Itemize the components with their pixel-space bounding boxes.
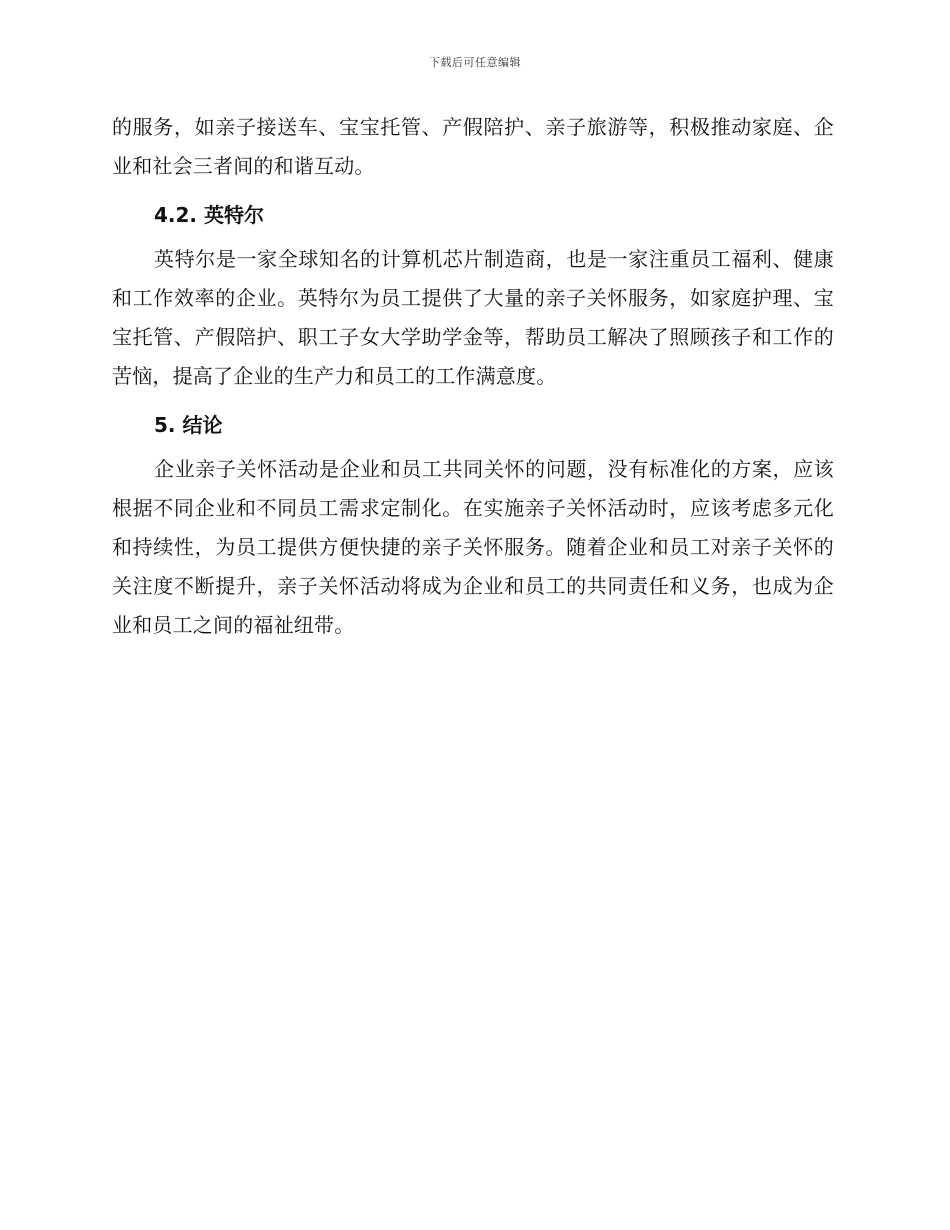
paragraph-continuation: 的服务，如亲子接送车、宝宝托管、产假陪护、亲子旅游等，积极推动家庭、企业和社会三者间的和谐互动。 [112, 115, 834, 178]
section-heading-intel: 4.2. 英特尔 [154, 203, 264, 227]
paragraph-intel: 英特尔是一家全球知名的计算机芯片制造商，也是一家注重员工福利、健康和工作效率的企业。英特尔为员工提供了大量的亲子关怀服务，如家庭护理、宝宝托管、产假陪护、职工子女大学助学金等，帮助员工解决了照顾孩子和工作的苦恼，提高了企业的生产力和员工的工作满意度。 [112, 247, 834, 388]
document-body [112, 108, 834, 645]
section-heading-conclusion: 5. 结论 [154, 413, 223, 437]
page-header: 下载后可任意编辑 [429, 56, 521, 69]
paragraph-conclusion: 企业亲子关怀活动是企业和员工共同关怀的问题，没有标准化的方案，应该根据不同企业和不同员工需求定制化。在实施亲子关怀活动时，应该考虑多元化和持续性，为员工提供方便快捷的亲子关怀服务。随着企业和员工对亲子关怀的关注度不断提升，亲子关怀活动将成为企业和员工的共同责任和义务，也成为企业和员工之间的福祉纽带。 [112, 457, 834, 637]
